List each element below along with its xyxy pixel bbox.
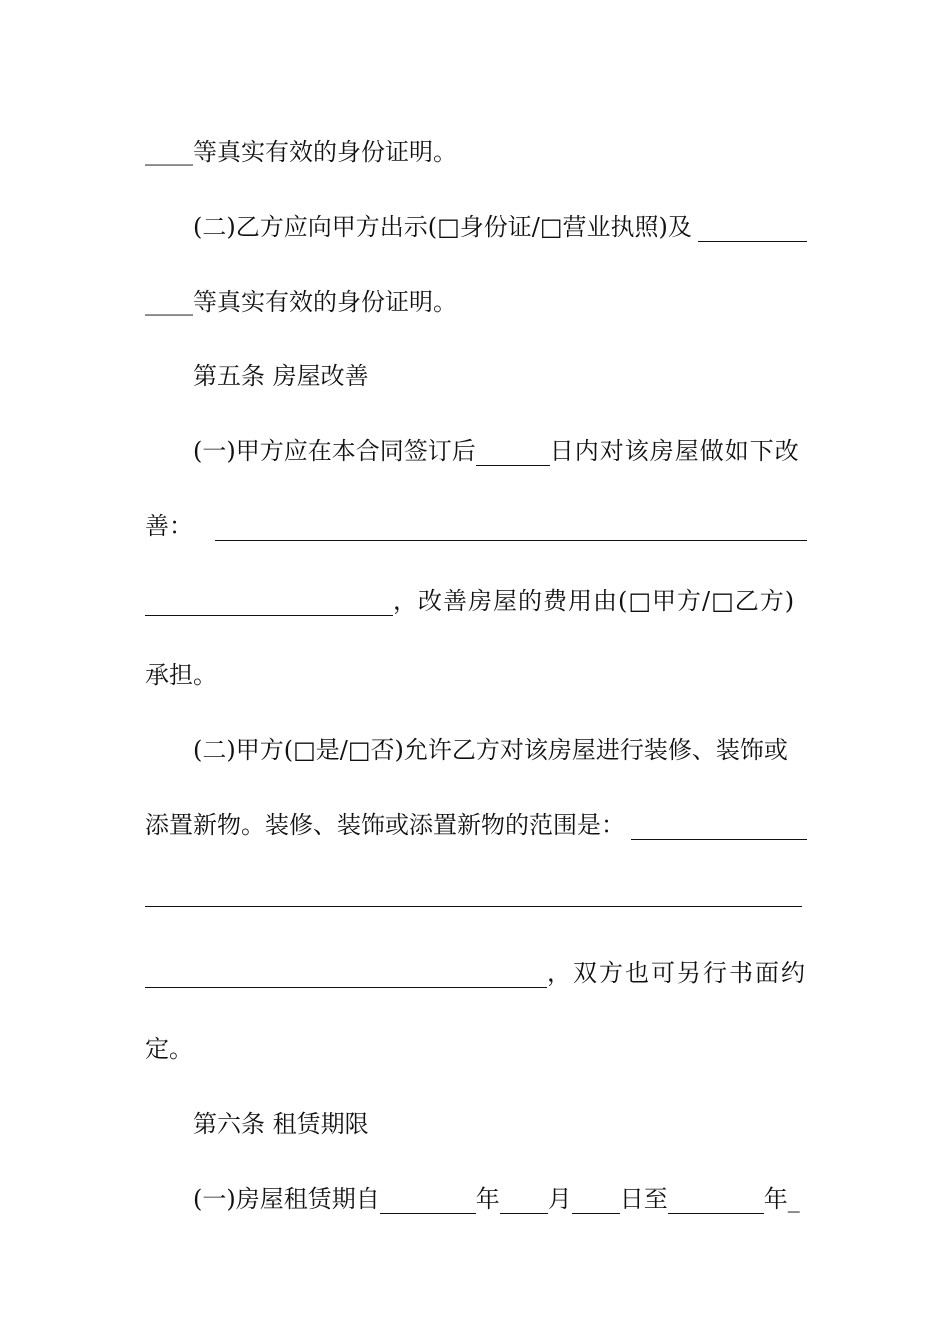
line-7-text: ，改善房屋的费用由(□甲方/□乙方) xyxy=(393,587,796,615)
line-5-text-a: (一)甲方应在本合同签订后 xyxy=(193,437,476,465)
line-6-text: 善： xyxy=(145,512,193,540)
article-6-heading: 第六条 租赁期限 xyxy=(193,1110,369,1138)
paragraph-line-13: 定。 xyxy=(145,1035,193,1063)
paragraph-line-3: ____等真实有效的身份证明。 xyxy=(145,288,457,316)
paragraph-line-9: (二)甲方(□是/□否)允许乙方对该房屋进行装修、装饰或 xyxy=(193,736,788,764)
line-5-text-b: 日内对该房屋做如下改 xyxy=(549,437,800,465)
paragraph-line-5 xyxy=(193,436,807,466)
paragraph-line-7 xyxy=(145,586,807,616)
line-12-text: ，双方也可另行书面约 xyxy=(547,959,807,987)
blank-underline xyxy=(631,817,807,840)
blank-underline xyxy=(145,965,547,988)
paragraph-line-12 xyxy=(145,958,807,988)
paragraph-line-8: 承担。 xyxy=(145,661,217,689)
line-15-text-a: (一)房屋租赁期自 xyxy=(193,1185,380,1213)
line-15-text-c: 月 xyxy=(547,1185,572,1213)
line-10-text: 添置新物。装修、装饰或添置新物的范围是： xyxy=(145,811,625,839)
blank-underline xyxy=(476,443,550,466)
blank-underline xyxy=(500,1191,548,1214)
blank-underline xyxy=(215,518,807,541)
blank-underline xyxy=(145,593,393,616)
paragraph-line-2 xyxy=(193,212,807,242)
paragraph-line-10 xyxy=(145,810,807,840)
paragraph-line-15 xyxy=(193,1184,807,1214)
blank-underline xyxy=(668,1191,764,1214)
line-15-text-b: 年 xyxy=(475,1185,500,1213)
line-2-text: (二)乙方应向甲方出示(□身份证/□营业执照)及 xyxy=(193,213,692,241)
line-15-text-e: 年_ xyxy=(763,1185,800,1213)
line-15-text-d: 日至 xyxy=(619,1185,668,1213)
blank-underline xyxy=(698,219,807,242)
article-5-heading: 第五条 房屋改善 xyxy=(193,362,369,390)
blank-underline xyxy=(572,1191,620,1214)
paragraph-line-6 xyxy=(145,511,807,541)
full-width-blank-underline xyxy=(145,906,802,907)
blank-underline xyxy=(380,1191,476,1214)
paragraph-line-1: ____等真实有效的身份证明。 xyxy=(145,138,457,166)
